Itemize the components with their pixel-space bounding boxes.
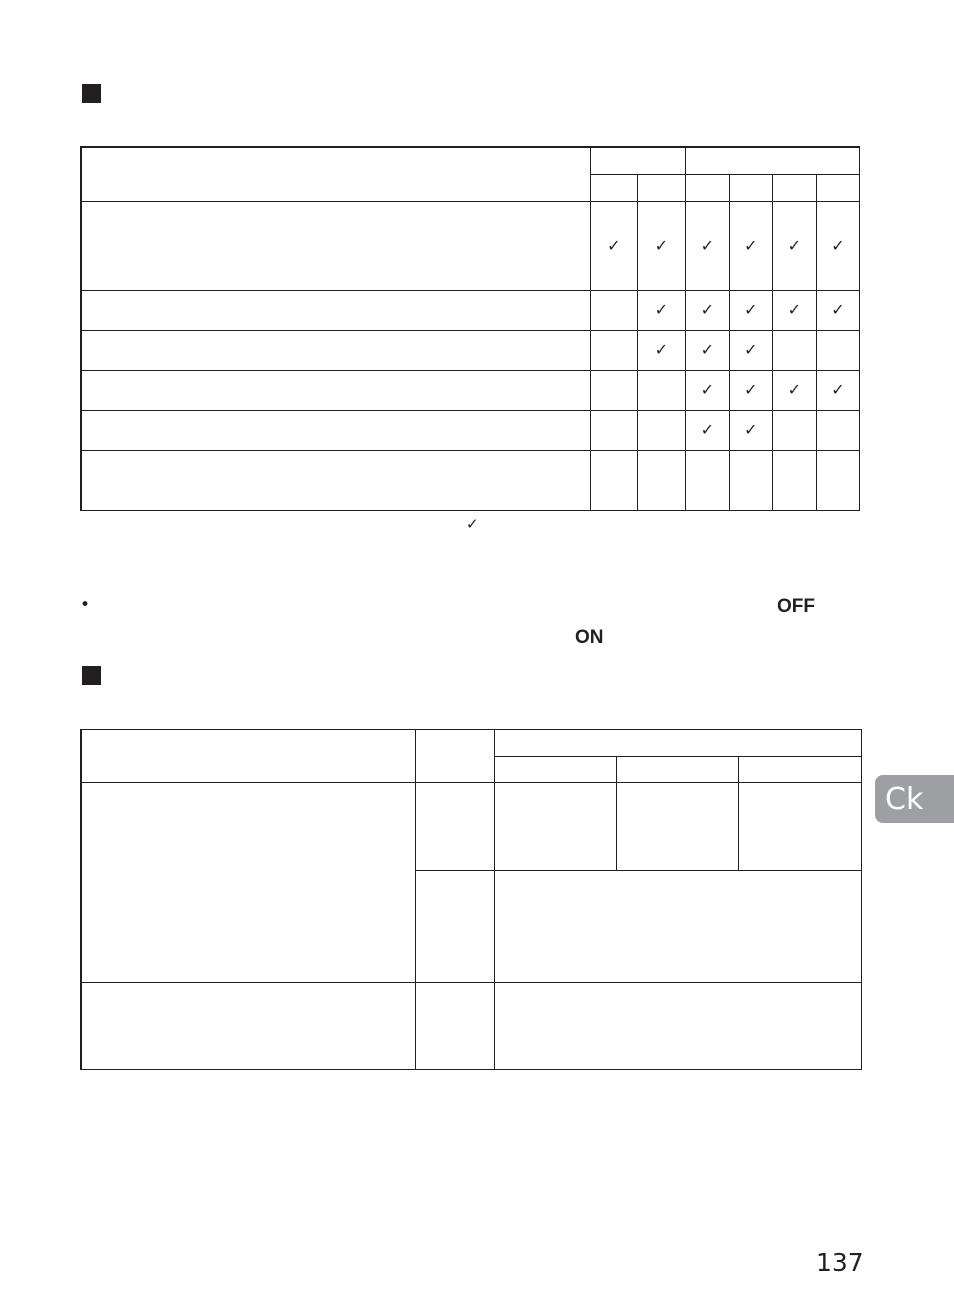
table-row xyxy=(81,290,860,330)
check-cell xyxy=(637,410,685,450)
value-cell xyxy=(616,783,738,871)
check-cell: ✓ xyxy=(685,370,729,410)
check-cell xyxy=(637,450,685,510)
check-cell: ✓ xyxy=(637,290,685,330)
row-label xyxy=(81,290,590,330)
section-marker-1 xyxy=(82,84,101,103)
check-cell xyxy=(816,410,859,450)
mode-cell xyxy=(415,983,494,1070)
row-label xyxy=(81,201,590,290)
check-cell: ✓ xyxy=(685,290,729,330)
check-cell: ✓ xyxy=(816,201,859,290)
check-cell: ✓ xyxy=(729,290,772,330)
check-cell: ✓ xyxy=(685,201,729,290)
check-cell xyxy=(590,290,637,330)
check-cell: ✓ xyxy=(637,201,685,290)
check-cell xyxy=(590,330,637,370)
check-cell xyxy=(772,410,816,450)
table1-subheader xyxy=(637,174,685,201)
value-cell xyxy=(494,983,861,1070)
check-cell xyxy=(590,370,637,410)
table-row xyxy=(81,370,860,410)
table1-header-feature xyxy=(81,147,590,201)
table-row xyxy=(81,410,860,450)
table2-subheader xyxy=(494,757,616,783)
check-cell xyxy=(729,450,772,510)
table2-header-group xyxy=(494,730,861,757)
check-cell: ✓ xyxy=(772,290,816,330)
check-cell: ✓ xyxy=(729,370,772,410)
table-row xyxy=(81,201,860,290)
table2-header-item xyxy=(81,730,415,783)
row-label xyxy=(81,983,415,1070)
check-cell xyxy=(772,330,816,370)
check-cell: ✓ xyxy=(816,290,859,330)
check-cell xyxy=(685,450,729,510)
mode-cell xyxy=(415,783,494,871)
check-cell xyxy=(590,450,637,510)
row-label xyxy=(81,450,590,510)
language-tab-label: Ck xyxy=(885,781,924,817)
check-cell: ✓ xyxy=(685,410,729,450)
table1-subheader xyxy=(772,174,816,201)
row-label xyxy=(81,330,590,370)
section-marker-2 xyxy=(82,666,101,685)
table1-header-group-a xyxy=(590,147,685,174)
check-cell: ✓ xyxy=(729,201,772,290)
check-cell xyxy=(816,330,859,370)
settings-table xyxy=(80,729,862,1070)
table1-subheader xyxy=(816,174,859,201)
check-cell: ✓ xyxy=(685,330,729,370)
table1-subheader xyxy=(590,174,637,201)
table1-header-group-b xyxy=(685,147,859,174)
check-cell: ✓ xyxy=(772,201,816,290)
note-bullet: • xyxy=(80,595,91,615)
table-row xyxy=(81,450,860,510)
off-label: OFF xyxy=(777,596,815,617)
check-cell xyxy=(637,370,685,410)
row-label xyxy=(81,783,415,983)
row-label xyxy=(81,410,590,450)
value-cell xyxy=(494,783,616,871)
footnote-check-mark: ✓ xyxy=(466,515,479,533)
row-label xyxy=(81,370,590,410)
language-tab xyxy=(875,775,954,823)
check-cell xyxy=(772,450,816,510)
value-cell xyxy=(738,783,861,871)
check-cell: ✓ xyxy=(772,370,816,410)
check-cell xyxy=(590,410,637,450)
check-cell: ✓ xyxy=(590,201,637,290)
feature-support-table xyxy=(80,146,860,511)
table2-subheader xyxy=(616,757,738,783)
table1-subheader xyxy=(685,174,729,201)
check-cell: ✓ xyxy=(729,410,772,450)
table2-subheader xyxy=(738,757,861,783)
check-cell xyxy=(816,450,859,510)
table-row xyxy=(81,783,861,871)
check-cell: ✓ xyxy=(729,330,772,370)
check-cell: ✓ xyxy=(816,370,859,410)
check-cell: ✓ xyxy=(637,330,685,370)
on-label: ON xyxy=(575,627,604,648)
page-number: 137 xyxy=(816,1248,864,1277)
mode-cell xyxy=(415,871,494,983)
table2-header-mode xyxy=(415,730,494,783)
table-row xyxy=(81,330,860,370)
table-row xyxy=(81,983,861,1070)
value-cell xyxy=(494,871,861,983)
table1-subheader xyxy=(729,174,772,201)
